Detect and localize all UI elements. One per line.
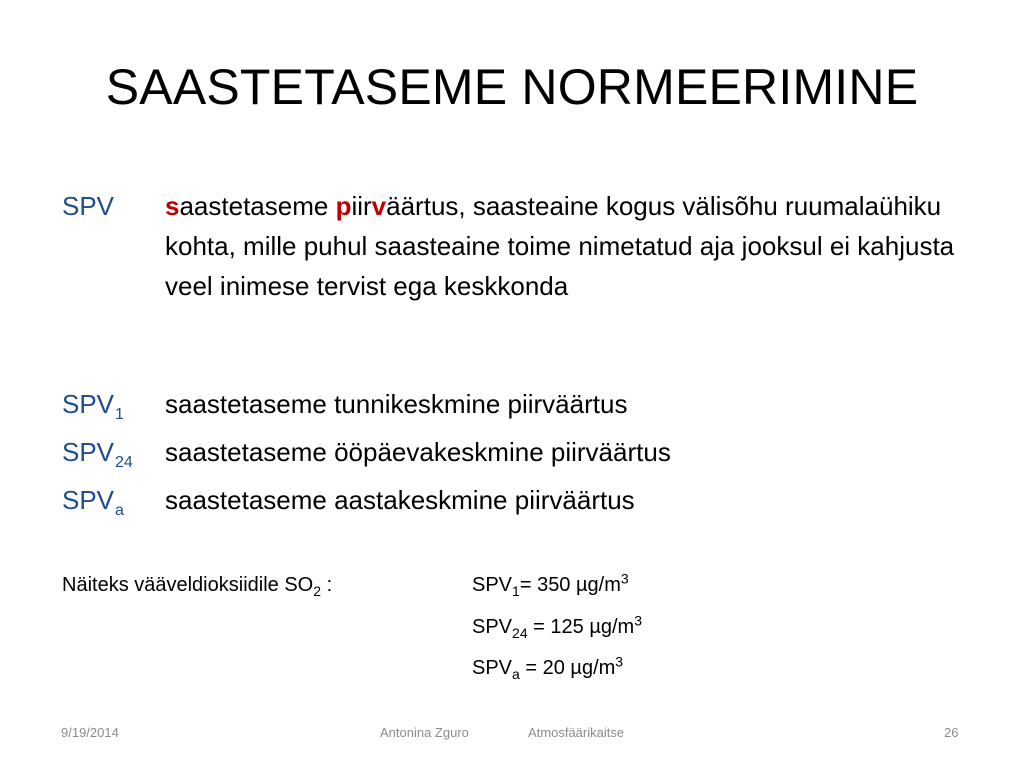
definition-term: SPV: [62, 191, 115, 221]
example-label: Näiteks vääveldioksiidile $SO_2$ :: [62, 574, 333, 599]
example-value: $SPV_a = 20$ $\mu g/m^3$: [472, 653, 624, 682]
definition-text: saastetaseme tunnikeskmine piirväärtus: [165, 389, 628, 419]
definition-text: saastetaseme ööpäevakeskmine piirväärtus: [165, 437, 671, 467]
definition-text: saastetaseme piirväärtus, saasteaine kogus välisõhu ruumalaühiku kohta, mille puhul saasteaine toime nimetatud aja jooksul ei kahjusta veel inimese tervist ega keskkonda: [165, 191, 955, 301]
definition-text: saastetaseme aastakeskmine piirväärtus: [165, 485, 635, 515]
footer-author: Antonina Zguro: [380, 725, 469, 740]
example-value: $SPV_{24} = 125$ $\mu g/m^3$: [472, 612, 642, 641]
footer-date: 9/19/2014: [61, 725, 119, 740]
slide-title: SAASTETASEME NORMEERIMINE: [105, 59, 919, 115]
example-value: $SPV_1= 350$ $\mu g/m^3$: [472, 570, 629, 599]
definition-term: $SPV_a$: [62, 485, 124, 519]
definition-term: $SPV_{24}$: [62, 437, 133, 471]
definition-term: $SPV_1$: [62, 389, 124, 423]
footer-course: Atmosfäärikaitse: [528, 725, 625, 740]
footer-page-number: 26: [944, 725, 959, 740]
